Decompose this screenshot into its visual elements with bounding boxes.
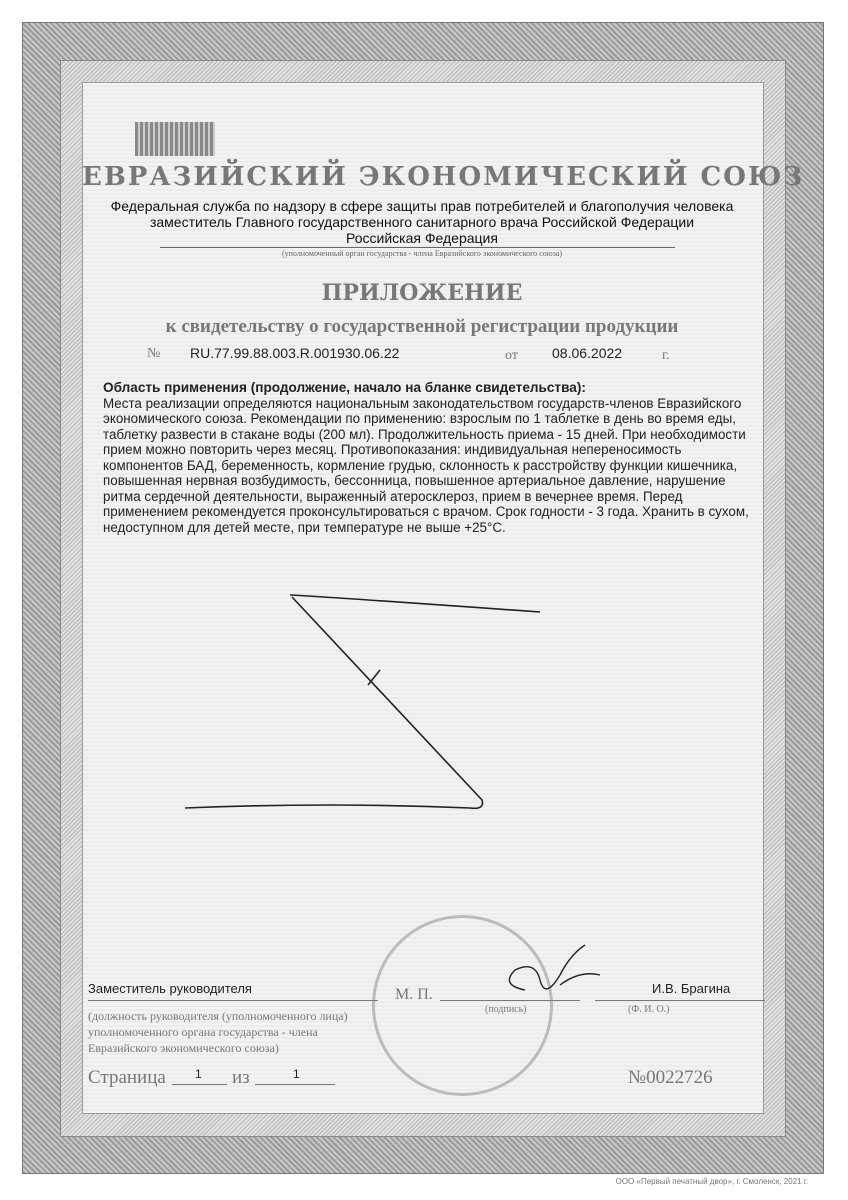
- fio-caption: (Ф. И. О.): [628, 1004, 670, 1015]
- document-subtitle: к свидетельству о государственной регистрации продукции: [165, 316, 679, 337]
- printer-imprint: ООО «Первый печатный двор», г. Смоленск, 2021 г.: [615, 1177, 808, 1186]
- total-line: [255, 1084, 335, 1085]
- page-number: 1: [195, 1067, 202, 1081]
- page-total: 1: [293, 1067, 300, 1081]
- issuer-caption: (уполномоченный орган государства - члена Евразийского экономического союза): [281, 249, 563, 258]
- issuer-line-3: Российская Федерация: [346, 230, 498, 246]
- page-line: [172, 1084, 227, 1085]
- name-line: [595, 1000, 765, 1001]
- scope-text: Места реализации определяются национальным законодательством государств-членов Евразийского экономического союза. Рекомендации по применению: взрослым по 1 таблетке в день во время еды, таблетку развести в стакане воды (200 мл). Продолжительность приема - 15 дней. При необходимости прием можно повторить через месяц. Противопоказания: индивидуальная непереносимость компонентов БАД, беременность, кормление грудью, склонность к расстройству функции кишечника, повышенная нервная возбудимость, бессонница, повышенное артериальное давление, нарушение ритма сердечной деятельности, выраженный атеросклероз, прием в вечернее время. Перед применением рекомендуется проконсультироваться с врачом. Срок годности - 3 года. Хранить в сухом, недоступном для детей месте, при температуре не выше +25°С.: [103, 395, 749, 535]
- scope-heading: Область применения (продолжение, начало на бланке свидетельства):: [103, 380, 586, 395]
- position-line: [88, 1000, 378, 1001]
- issuer-line-1: Федеральная служба по надзору в сфере защиты прав потребителей и благополучия человека: [110, 198, 734, 214]
- number-label: №: [147, 346, 161, 361]
- document-title: ПРИЛОЖЕНИЕ: [321, 280, 523, 306]
- of-label: из: [232, 1067, 250, 1088]
- issuer-line-2: заместитель Главного государственного санитарного врача Российской Федерации: [149, 214, 695, 230]
- signature-caption: (подпись): [485, 1004, 527, 1015]
- signer-position: Заместитель руководителя: [88, 981, 252, 996]
- signer-name: И.В. Брагина: [652, 981, 731, 996]
- blank-number: №0022726: [628, 1067, 713, 1088]
- year-label: г.: [662, 348, 670, 363]
- certificate-date: 08.06.2022: [552, 345, 623, 361]
- from-label: от: [505, 348, 518, 363]
- mp-label: М. П.: [395, 986, 433, 1003]
- signature-line: [440, 1000, 580, 1001]
- certificate-number: RU.77.99.88.003.R.001930.06.22: [190, 345, 400, 361]
- union-title: ЕВРАЗИЙСКИЙ ЭКОНОМИЧЕСКИЙ СОЮЗ: [82, 162, 805, 192]
- page-label: Страница: [88, 1067, 166, 1088]
- position-caption: (должность руководителя (уполномоченного лица) уполномоченного органа государства - члена Евразийского экономического союза): [88, 1009, 348, 1055]
